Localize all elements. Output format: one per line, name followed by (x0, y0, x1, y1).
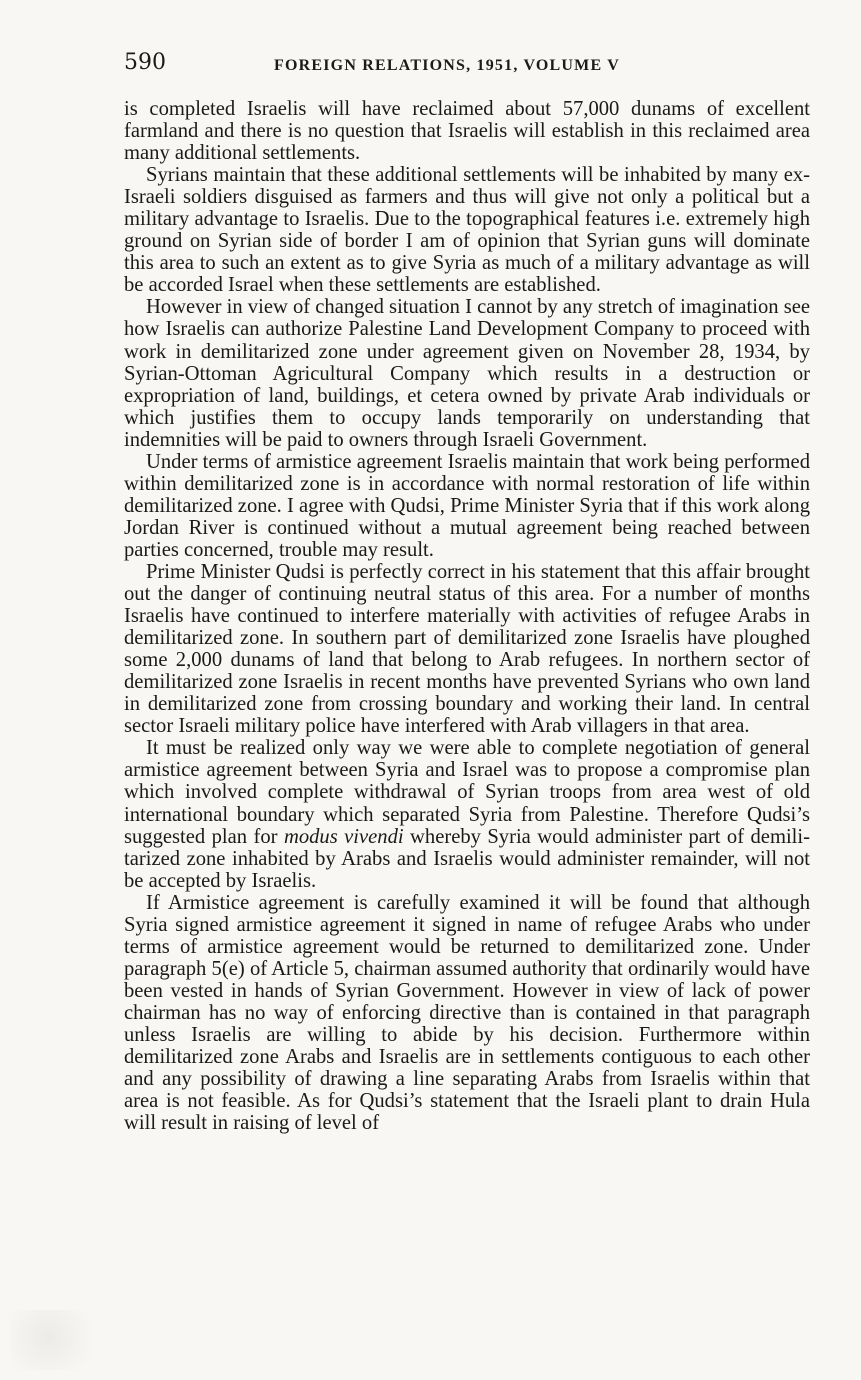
page-number: 590 (124, 50, 166, 75)
paragraph-palestine-land-development: However in view of changed situation I cannot by any stretch of imagination see how Israelis can authorize Palestine Land Development Company to proceed with work in demilitarized zone under agreement given on November 28, 1934, by Syrian-Ottoman Agricultural Company which results in a destruction or expropriation of land, buildings, et cetera owned by private Arab individuals or which justifies them to occupy lands temporarily on understanding that indemnities will be paid to owners through Israeli Government. (124, 296, 810, 451)
paragraph-negotiation-history (124, 737, 810, 891)
modus-vivendi-italic: modus vivendi (283, 825, 404, 848)
paragraph-continued-reclaimed-farmland: is completed Israelis will have reclaimed about 57,000 dunams of excellent farmland and there is no question that Israelis will establish in this reclaimed area many additional settlements. (124, 98, 810, 165)
paragraph-armistice-terms: Under terms of armistice agreement Israelis maintain that work being performed within demilitarized zone is in accordance with normal restoration of life within demilitarized zone. I agree with Qudsi, Prime Minister Syria that if this work along Jordan River is continued without a mutual agreement being reached between parties concerned, trouble may result. (124, 450, 810, 561)
paragraph-negotiation-history-text: It must be realized only way we were able to complete negotiation of general armistice agreement between Syria and Israel was to propose a compromise plan which involved complete withdrawal of Syrian troops from area west of old international boundary which separated Syria from Palestine. Therefore Qudsi’s suggested plan for (124, 737, 810, 848)
paragraph-qudsi-statement: Prime Minister Qudsi is perfectly correct in his statement that this affair brought out the danger of continuing neutral status of this area. For a number of months Israelis have continued to interfere materially with activities of refugee Arabs in demilitarized zone. In southern part of demilitarized zone Israelis have ploughed some 2,000 dunams of land that belong to Arab refugees. In northern sector of demilitarized zone Israelis in recent months have prevented Syrians who own land in demilitarized zone from crossing boundary and working their land. In central sector Israeli military police have interfered with Arab villagers in that area. (124, 560, 810, 738)
page-speckle (10, 1310, 120, 1370)
paragraph-armistice-examination: If Armistice agreement is carefully examined it will be found that although Syria signed armistice agreement it signed in name of refugee Arabs who under terms of armistice agreement would be returned to demilitarized zone. Under paragraph 5(e) of Article 5, chairman assumed authority that ordinarily would have been vested in hands of Syrian Government. However in view of lack of power chairman has no way of enforcing directive than is contained in that paragraph unless Israelis are willing to abide by his decision. Furthermore within demilitarized zone Arabs and Israelis are in settlements contiguous to each other and any possibility of drawing a line separating Arabs from Israelis within that area is not feasible. As for Qudsi’s statement that the Israeli plant to drain Hula will result in raising of level of (124, 891, 810, 1135)
running-title: FOREIGN RELATIONS, 1951, VOLUME V (274, 57, 620, 74)
body-text (124, 98, 810, 1134)
running-head (124, 46, 810, 86)
paragraph-syrian-concerns: Syrians maintain that these additional settlements will be inhabited by many ex-Israeli soldiers disguised as farmers and thus will give not only a political but a military advantage to Israelis. Due to the topographical features i.e. extremely high ground on Syrian side of border I am of opinion that Syrian guns will dominate this area to such an extent as to give Syria as much of a military advantage as will be accorded Israel when these settlements are established. (124, 164, 810, 297)
paragraph-negotiation-history-tail: whereby Syria would administer part of demilitarized zone inhabited by Arabs and Israelis would administer remainder, will not be accepted by Israelis. (124, 825, 810, 892)
